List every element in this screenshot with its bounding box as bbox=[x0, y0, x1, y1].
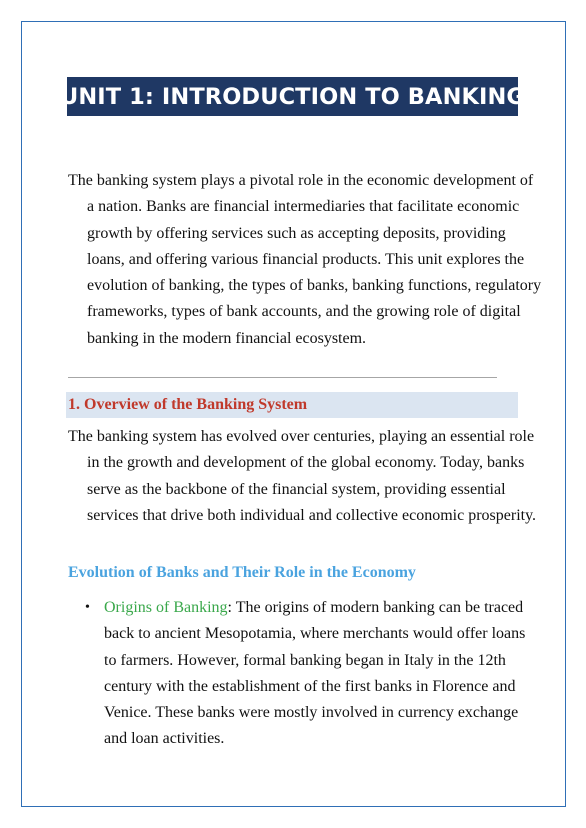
section-heading: 1. Overview of the Banking System bbox=[68, 396, 308, 413]
bullet-text: : The origins of modern banking can be traced back to ancient Mesopotamia, where merchants would offer loans to farmers. However, formal banking began in Italy in the 12th century with the establishment of the first banks in Florence and Venice. These banks were mostly involved in currency exchange and loan activities. bbox=[104, 599, 526, 748]
bullet-list bbox=[68, 595, 528, 753]
section-divider bbox=[68, 377, 497, 378]
list-item bbox=[68, 595, 528, 753]
subsection-heading: Evolution of Banks and Their Role in the Economy bbox=[68, 564, 416, 581]
bullet-term: Origins of Banking bbox=[104, 599, 228, 616]
unit-title-banner bbox=[59, 77, 526, 116]
intro-paragraph: The banking system plays a pivotal role in the economic development of a nation. Banks are financial intermediaries that facilitate economic growth by offering services such as accepting deposits, providing loans, and offering various financial products. This unit explores the evolution of banking, the types of banks, banking functions, regulatory frameworks, types of bank accounts, and the growing role of digital banking in the modern financial ecosystem. bbox=[68, 172, 542, 347]
overview-paragraph: The banking system has evolved over centuries, playing an essential role in the growth and development of the global economy. Today, banks serve as the backbone of the financial system, providing essential services that drive both individual and collective economic prosperity. bbox=[68, 428, 537, 524]
unit-title: UNIT 1: INTRODUCTION TO BANKING bbox=[59, 83, 526, 110]
bullet-marker: • bbox=[85, 600, 90, 615]
